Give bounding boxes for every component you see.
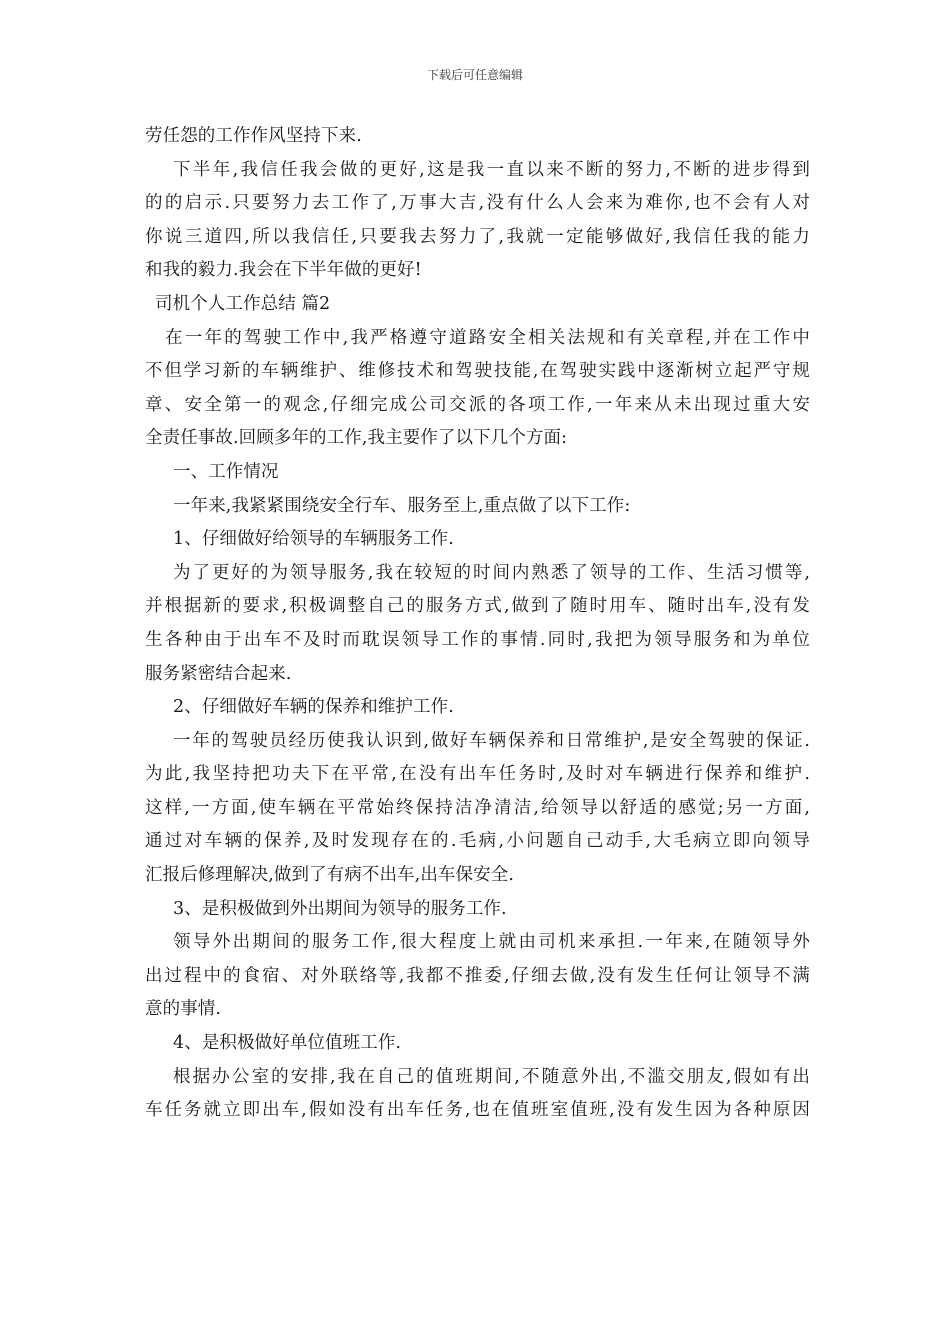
- subheading: 2、仔细做好车辆的保养和维护工作.: [173, 697, 454, 718]
- text-line: 这样,一方面,使车辆在平常始终保持洁净清洁,给领导以舒适的感觉;另一方面,: [145, 797, 810, 818]
- text-line: 为此,我坚持把功夫下在平常,在没有出车任务时,及时对车辆进行保养和维护.: [145, 764, 810, 785]
- text-line: 通过对车辆的保养,及时发现存在的.毛病,小问题自己动手,大毛病立即向领导: [145, 831, 810, 852]
- text-line: 全责任事故.回顾多年的工作,我主要作了以下几个方面:: [145, 428, 568, 449]
- text-line: 的的启示.只要努力去工作了,万事大吉,没有什么人会来为难你,也不会有人对: [145, 193, 810, 214]
- text-line: 在一年的驾驶工作中,我严格遵守道路安全相关法规和有关章程,并在工作中: [165, 327, 810, 348]
- text-line: 劳任怨的工作作风坚持下来.: [145, 126, 362, 146]
- subheading: 1、仔细做好给领导的车辆服务工作.: [173, 529, 454, 550]
- text-line: 一年来,我紧紧围绕安全行车、服务至上,重点做了以下工作:: [173, 495, 631, 516]
- text-line: 下半年,我信任我会做的更好,这是我一直以来不断的努力,不断的进步得到: [173, 159, 810, 180]
- text-line: 汇报后修理解决,做到了有病不出车,出车保安全.: [145, 865, 514, 886]
- text-line: 并根据新的要求,积极调整自己的服务方式,做到了随时用车、随时出车,没有发: [145, 596, 810, 617]
- text-line: 服务紧密结合起来.: [145, 663, 292, 684]
- section-heading: 司机个人工作总结 篇2: [155, 293, 331, 314]
- text-line: 章、安全第一的观念,仔细完成公司交派的各项工作,一年来从未出现过重大安: [145, 394, 810, 415]
- text-line: 根据办公室的安排,我在自己的值班期间,不随意外出,不滥交朋友,假如有出: [173, 1066, 810, 1087]
- document-body: [145, 120, 810, 1128]
- subheading: 3、是积极做到外出期间为领导的服务工作.: [173, 898, 507, 919]
- text-line: 不但学习新的车辆维护、维修技术和驾驶技能,在驾驶实践中逐渐树立起严守规: [145, 361, 810, 382]
- text-line: 车任务就立即出车,假如没有出车任务,也在值班室值班,没有发生因为各种原因: [145, 1100, 810, 1121]
- text-line: 意的事情.: [145, 999, 222, 1020]
- text-line: 你说三道四,所以我信任,只要我去努力了,我就一定能够做好,我信任我的能力: [145, 226, 810, 247]
- text-line: 领导外出期间的服务工作,很大程度上就由司机来承担.一年来,在随领导外: [173, 932, 810, 953]
- subheading: 一、工作情况: [173, 461, 279, 482]
- subheading: 4、是积极做好单位值班工作.: [173, 1033, 402, 1054]
- text-line: 为了更好的为领导服务,我在较短的时间内熟悉了领导的工作、生活习惯等,: [173, 562, 810, 583]
- text-line: 生各种由于出车不及时而耽误领导工作的事情.同时,我把为领导服务和为单位: [145, 629, 810, 650]
- text-line: 一年的驾驶员经历使我认识到,做好车辆保养和日常维护,是安全驾驶的保证.: [173, 730, 810, 751]
- page-header: 下载后可任意编辑: [426, 68, 523, 82]
- text-line: 和我的毅力.我会在下半年做的更好!: [145, 260, 422, 281]
- text-line: 出过程中的食宿、对外联络等,我都不推委,仔细去做,没有发生任何让领导不满: [145, 965, 810, 986]
